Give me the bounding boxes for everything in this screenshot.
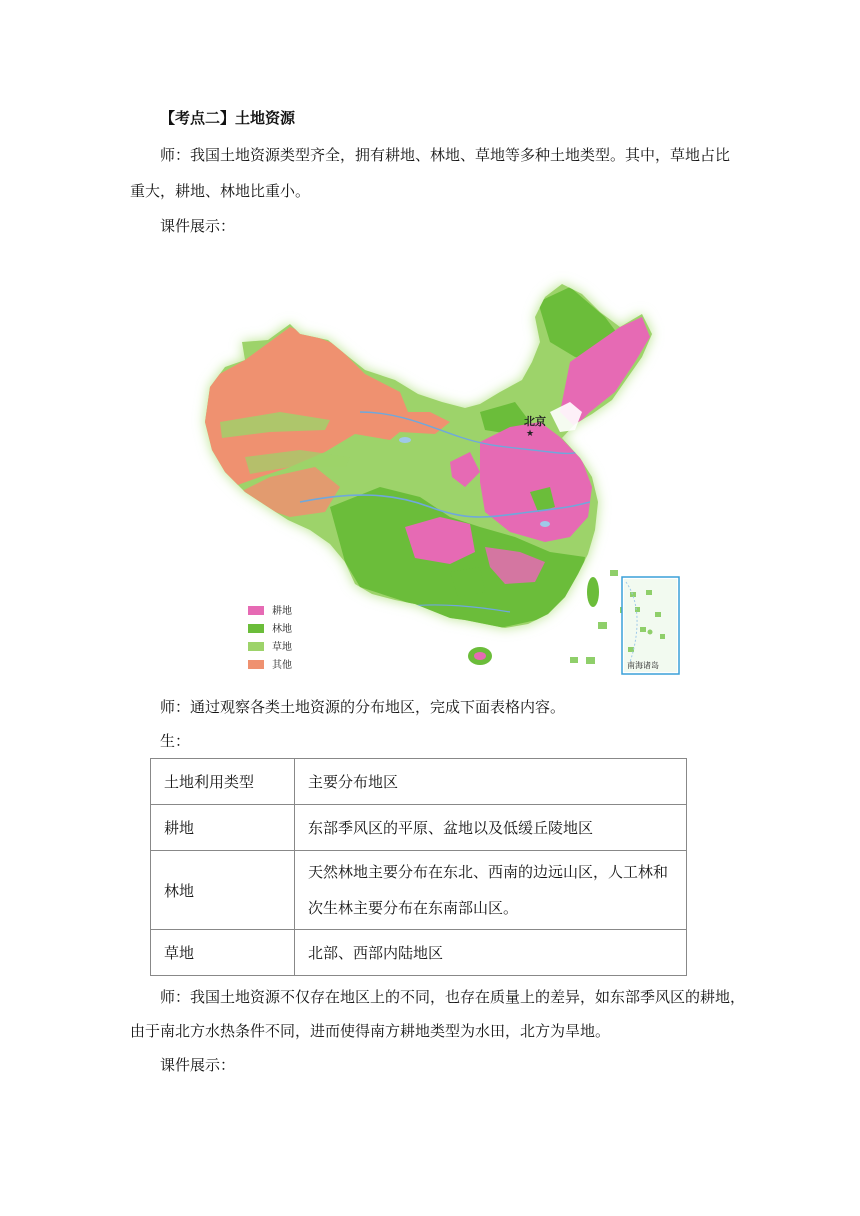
island-marker: [570, 657, 578, 663]
island-marker: [610, 570, 618, 576]
table-row: [151, 805, 687, 851]
table-cell-region-line-2: 次生林主要分布在东南部山区。: [308, 899, 519, 917]
island-marker: [586, 657, 595, 664]
courseware-display-label-2: 课件展示：: [160, 1056, 236, 1074]
table-header-type: 土地利用类型: [151, 759, 295, 805]
inset-label: 南海诸岛: [627, 661, 659, 670]
courseware-display-label-1: 课件展示：: [160, 217, 236, 235]
legend-label-forest: 林地: [272, 624, 292, 635]
table-row: [151, 930, 687, 976]
legend-swatch-grassland: [248, 642, 264, 651]
table-row: [151, 851, 687, 930]
legend-swatch-cropland: [248, 606, 264, 615]
legend-swatch-forest: [248, 624, 264, 633]
legend-label-cropland: 耕地: [272, 606, 292, 617]
paragraph-2: 师：通过观察各类土地资源的分布地区，完成下面表格内容。: [160, 698, 566, 716]
island-marker: [598, 622, 607, 629]
paragraph-1-line-2: 重大，耕地、林地比重小。: [130, 182, 311, 200]
table-cell-region-line-1: 天然林地主要分布在东北、西南的边远山区，人工林和: [308, 863, 669, 881]
paragraph-3-line-1: 师：我国土地资源不仅存在地区上的不同，也存在质量上的差异，如东部季风区的耕地，: [160, 988, 746, 1006]
table-cell-region: [295, 851, 687, 930]
student-label: 生：: [160, 732, 191, 750]
legend-swatch-other: [248, 660, 264, 669]
land-use-map: [150, 262, 695, 682]
table-header-row: [151, 759, 687, 805]
taiwan-island: [587, 577, 599, 607]
paragraph-1-line-1: 师：我国土地资源类型齐全，拥有耕地、林地、草地等多种土地类型。其中，草地占比: [160, 146, 731, 164]
map-regions: [150, 262, 695, 682]
map-legend: [248, 604, 292, 671]
table-cell-type: 林地: [151, 851, 295, 930]
capital-star-icon: ★: [526, 429, 535, 439]
section-heading: 【考点二】土地资源: [160, 109, 296, 127]
paragraph-3-line-2: 由于南北方水热条件不同，进而使得南方耕地类型为水田，北方为旱地。: [130, 1022, 611, 1040]
table-cell-region: 北部、西部内陆地区: [295, 930, 687, 976]
table-header-region: 主要分布地区: [295, 759, 687, 805]
legend-label-grassland: 草地: [272, 642, 292, 653]
table-cell-type: 耕地: [151, 805, 295, 851]
hainan-cropland: [474, 652, 486, 660]
table-cell-type: 草地: [151, 930, 295, 976]
land-use-table: [150, 758, 687, 976]
legend-label-other: 其他: [272, 660, 292, 671]
table-cell-region: 东部季风区的平原、盆地以及低缓丘陵地区: [295, 805, 687, 851]
beijing-label: 北京: [524, 415, 546, 428]
south-china-sea-inset: [622, 577, 679, 674]
